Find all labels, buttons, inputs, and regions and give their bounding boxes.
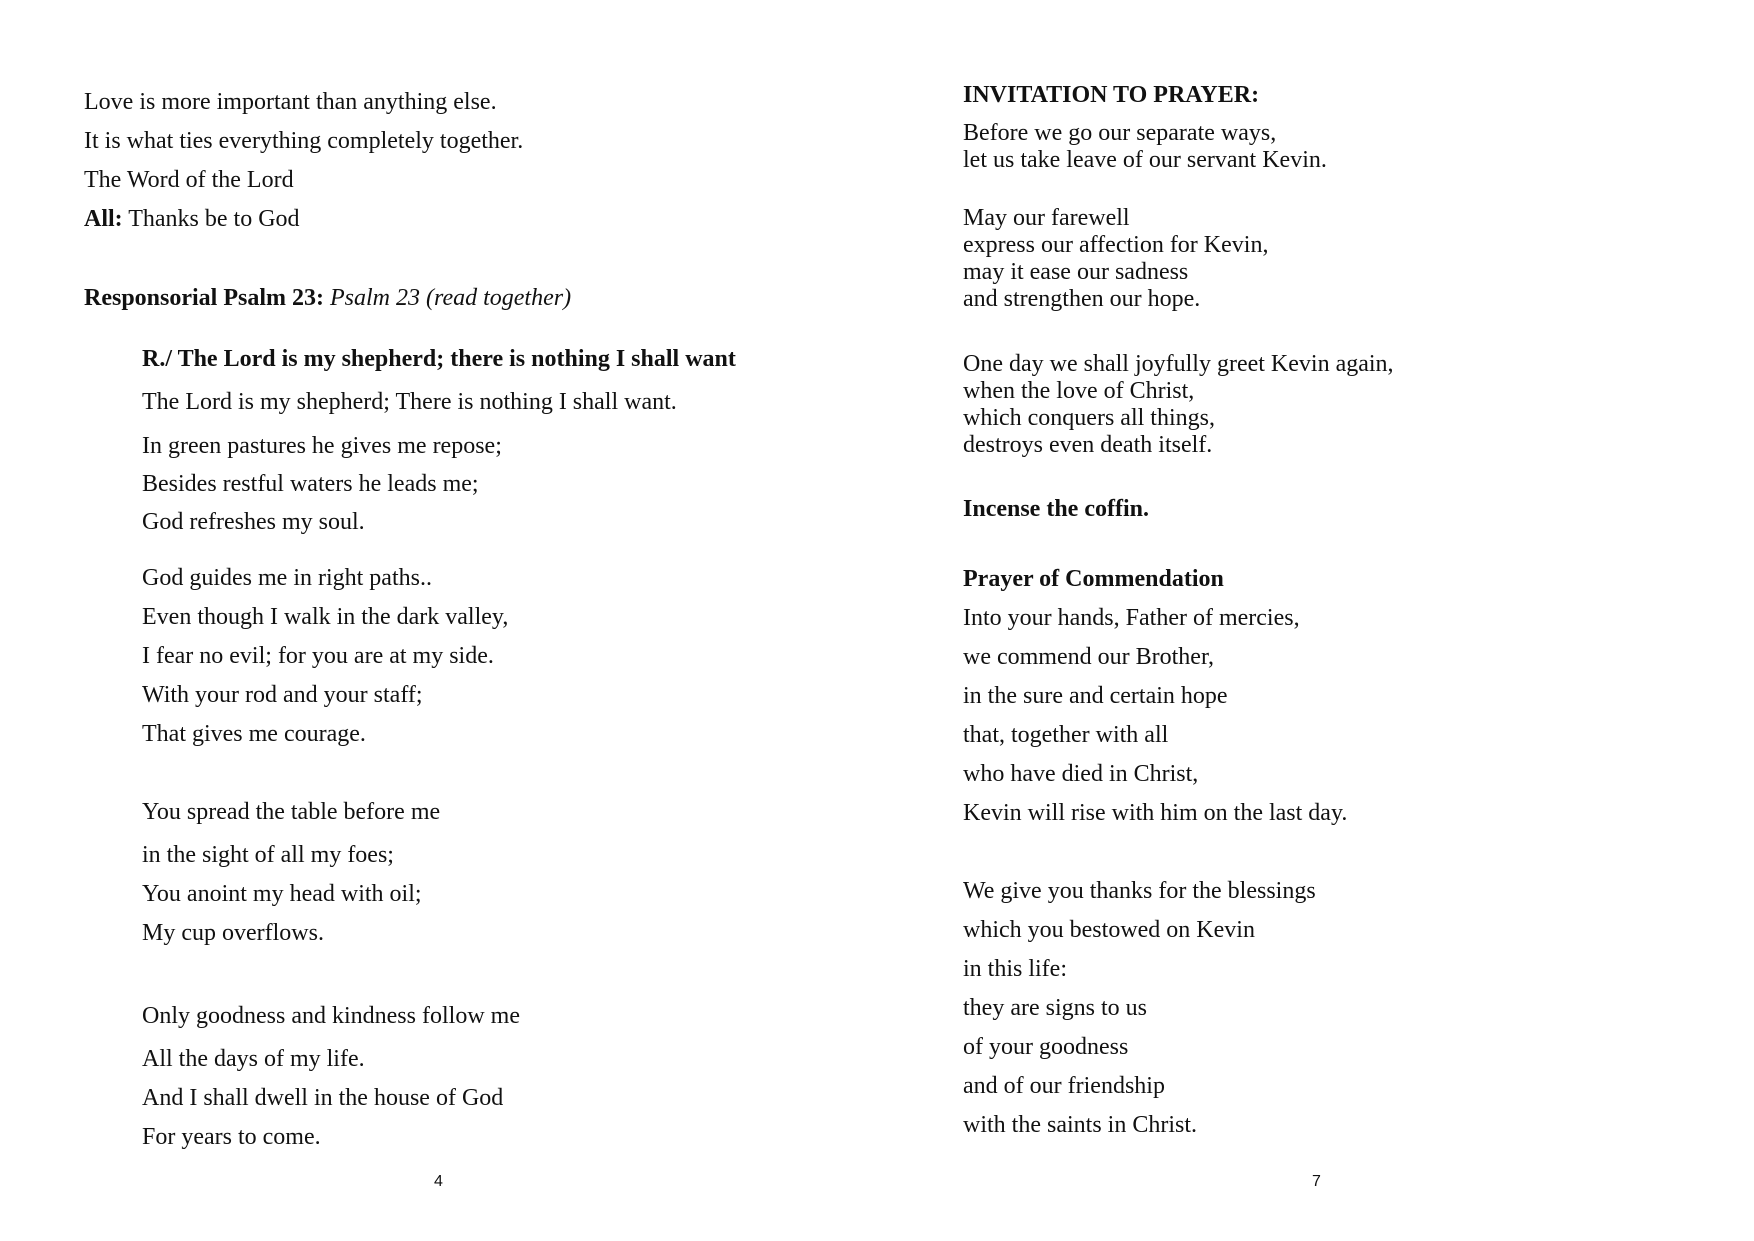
psalm-heading-title: Responsorial Psalm 23: xyxy=(84,285,324,311)
commendation-line: Into your hands, Father of mercies, xyxy=(963,605,1300,631)
reading-line: It is what ties everything completely together. xyxy=(84,128,524,154)
commendation-line: with the saints in Christ. xyxy=(963,1112,1197,1138)
invitation-line: let us take leave of our servant Kevin. xyxy=(963,147,1327,173)
psalm-heading xyxy=(84,286,571,310)
reading-line: Love is more important than anything else. xyxy=(84,89,497,115)
invitation-line: May our farewell xyxy=(963,205,1130,231)
psalm-refrain: R./ The Lord is my shepherd; there is nothing I shall want xyxy=(142,346,736,372)
psalm-line: The Lord is my shepherd; There is nothing I shall want. xyxy=(142,389,677,415)
commendation-line: in this life: xyxy=(963,956,1067,982)
invitation-line: One day we shall joyfully greet Kevin again, xyxy=(963,351,1394,377)
psalm-line: God guides me in right paths.. xyxy=(142,565,432,591)
invitation-line: Before we go our separate ways, xyxy=(963,120,1277,146)
right-page xyxy=(877,0,1754,1241)
commendation-line: who have died in Christ, xyxy=(963,761,1199,787)
commendation-line: We give you thanks for the blessings xyxy=(963,878,1316,904)
psalm-line: My cup overflows. xyxy=(142,920,324,946)
psalm-line: That gives me courage. xyxy=(142,721,366,747)
page-number: 4 xyxy=(434,1173,443,1190)
psalm-line: All the days of my life. xyxy=(142,1046,365,1072)
response-text: Thanks be to God xyxy=(122,206,300,232)
commendation-line: which you bestowed on Kevin xyxy=(963,917,1255,943)
commendation-line: that, together with all xyxy=(963,722,1169,748)
invitation-heading: INVITATION TO PRAYER: xyxy=(963,82,1260,108)
psalm-line: Besides restful waters he leads me; xyxy=(142,471,479,497)
psalm-line: I fear no evil; for you are at my side. xyxy=(142,643,494,669)
psalm-line: And I shall dwell in the house of God xyxy=(142,1085,504,1111)
commendation-line: Kevin will rise with him on the last day. xyxy=(963,800,1348,826)
page-number: 7 xyxy=(1312,1173,1321,1190)
psalm-line: God refreshes my soul. xyxy=(142,509,365,535)
invitation-line: destroys even death itself. xyxy=(963,432,1213,458)
psalm-heading-note: Psalm 23 (read together) xyxy=(330,285,572,311)
psalm-line: With your rod and your staff; xyxy=(142,682,423,708)
psalm-line: You anoint my head with oil; xyxy=(142,881,422,907)
invitation-line: express our affection for Kevin, xyxy=(963,232,1269,258)
response-line xyxy=(84,207,300,231)
psalm-line: You spread the table before me xyxy=(142,799,441,825)
invitation-line: when the love of Christ, xyxy=(963,378,1195,404)
psalm-line: In green pastures he gives me repose; xyxy=(142,433,502,459)
response-speaker: All: xyxy=(84,206,123,232)
psalm-line: For years to come. xyxy=(142,1124,321,1150)
commendation-line: we commend our Brother, xyxy=(963,644,1214,670)
psalm-line: Even though I walk in the dark valley, xyxy=(142,604,509,630)
psalm-line: in the sight of all my foes; xyxy=(142,842,394,868)
invitation-line: and strengthen our hope. xyxy=(963,286,1201,312)
psalm-line: Only goodness and kindness follow me xyxy=(142,1003,520,1029)
reading-line: The Word of the Lord xyxy=(84,167,294,193)
rubric-instruction: Incense the coffin. xyxy=(963,496,1149,522)
commendation-line: they are signs to us xyxy=(963,995,1147,1021)
invitation-line: may it ease our sadness xyxy=(963,259,1189,285)
invitation-line: which conquers all things, xyxy=(963,405,1215,431)
commendation-line: and of our friendship xyxy=(963,1073,1165,1099)
commendation-line: in the sure and certain hope xyxy=(963,683,1228,709)
commendation-line: of your goodness xyxy=(963,1034,1129,1060)
commendation-heading: Prayer of Commendation xyxy=(963,566,1224,592)
